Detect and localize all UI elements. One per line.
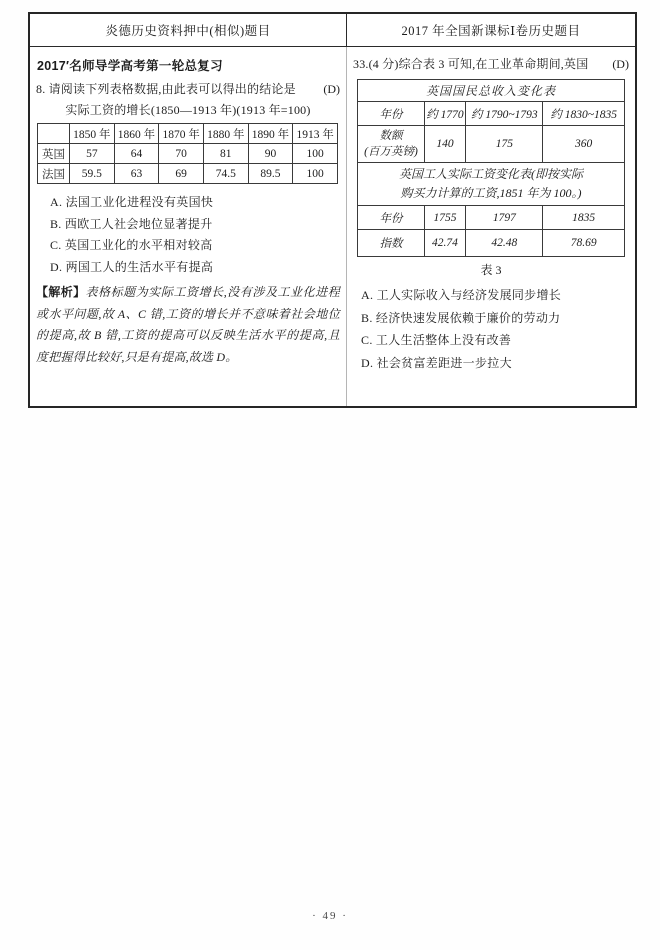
- cell: 78.69: [543, 230, 624, 257]
- cell: 42.48: [466, 230, 543, 257]
- header-cell: 1850 年: [70, 124, 115, 144]
- cell: 70: [159, 144, 204, 164]
- series-title: 2017′名师导学高考第一轮总复习: [37, 59, 223, 73]
- header-cell: 1797: [466, 206, 543, 230]
- header-cell: 1835: [543, 206, 624, 230]
- header-right-title: 2017 年全国新课标Ⅰ卷历史题目: [401, 24, 581, 38]
- answer-key: (D): [612, 57, 629, 71]
- national-income-table: [357, 79, 625, 257]
- frame-body: [30, 47, 635, 406]
- table-header-row: [38, 124, 338, 144]
- question-text: 8. 请阅读下列表格数据,由此表可以得出的结论是: [36, 82, 296, 96]
- analysis-paragraph: [36, 282, 340, 368]
- header-left-title: 炎德历史资料押中(相似)题目: [30, 14, 347, 46]
- option-b: B. 西欧工人社会地位显著提升: [50, 216, 213, 231]
- cell: 63: [114, 164, 159, 184]
- header-cell: 1860 年: [114, 124, 159, 144]
- options-list-q33: [353, 284, 629, 374]
- header-cell: 约 1790~1793: [466, 102, 543, 126]
- cell: 64: [114, 144, 159, 164]
- cell: 90: [248, 144, 293, 164]
- answer-key: (D): [323, 82, 341, 96]
- option-d: D. 两国工人的生活水平有提高: [50, 259, 214, 274]
- subtable-title-line1: 英国工人实际工资变化表(即按实际: [399, 167, 583, 181]
- comparison-frame: [28, 12, 637, 408]
- question-line-8: [36, 79, 340, 99]
- wage-years-row: [358, 206, 625, 230]
- cell: 100: [293, 164, 338, 184]
- option-c: C. 工人生活整体上没有改善: [361, 333, 512, 347]
- real-wage-growth-table: [37, 123, 338, 184]
- header-cell: 年份: [358, 102, 425, 126]
- cell: 59.5: [70, 164, 115, 184]
- table-row-france: [38, 164, 338, 184]
- table-row-britain: [38, 144, 338, 164]
- header-cell: [38, 124, 70, 144]
- frame-header-row: [30, 14, 635, 47]
- subtable-title-line2: 购买力计算的工资,1851 年为 100。): [400, 186, 582, 200]
- cell: 140: [424, 126, 465, 163]
- question-line-33: [353, 54, 629, 74]
- header-cell: 1880 年: [203, 124, 248, 144]
- cell: 81: [203, 144, 248, 164]
- row-label: 法国: [38, 164, 70, 184]
- subtable-title: [358, 163, 625, 206]
- analysis-label: 【解析】: [36, 285, 86, 299]
- header-cell: 约 1770: [424, 102, 465, 126]
- header-cell: 1890 年: [248, 124, 293, 144]
- cell: 69: [159, 164, 204, 184]
- options-list-q8: [36, 192, 340, 278]
- left-column: [30, 47, 347, 406]
- cell: 360: [543, 126, 624, 163]
- cell: 42.74: [424, 230, 465, 257]
- option-b: B. 经济快速发展依赖于廉价的劳动力: [361, 310, 561, 325]
- cell: 175: [466, 126, 543, 163]
- table-caption: 表 3: [480, 263, 502, 277]
- right-column: [347, 47, 635, 406]
- row-label: 英国: [38, 144, 70, 164]
- question-text: 33.(4 分)综合表 3 可知,在工业革命期间,英国: [353, 57, 589, 71]
- option-d: D. 社会贫富差距进一步拉大: [361, 355, 512, 370]
- cell: 57: [70, 144, 115, 164]
- option-a: A. 法国工业化进程没有英国快: [50, 195, 214, 209]
- header-cell: 1913 年: [293, 124, 338, 144]
- page-number: · 49 ·: [312, 910, 348, 922]
- table-title-row: [358, 80, 625, 102]
- row-label-line1: 数额: [379, 130, 403, 142]
- subtable-title-row: [358, 163, 625, 206]
- cell: 89.5: [248, 164, 293, 184]
- wage-index-row: [358, 230, 625, 257]
- income-amount-row: [358, 126, 625, 163]
- analysis-text: 表格标题为实际工资增长,没有涉及工业化进程或水平问题,故 A、C 错,工资的增长并不意味着社会地位的提高,故 B 错,工资的提高可以反映生活水平的提高,且度把握得比较好,只是有提高,故选 D。: [36, 285, 341, 364]
- header-cell: 1755: [424, 206, 465, 230]
- header-cell: 约 1830~1835: [543, 102, 624, 126]
- table-title: 英国国民总收入变化表: [358, 80, 625, 102]
- cell: 100: [293, 144, 338, 164]
- row-label: 指数: [358, 230, 425, 257]
- cell: 74.5: [203, 164, 248, 184]
- header-cell: 年份: [358, 206, 425, 230]
- wage-table-title: 实际工资的增长(1850—1913 年)(1913 年=100): [65, 103, 311, 117]
- header-cell: 1870 年: [159, 124, 204, 144]
- row-label: [358, 126, 425, 163]
- row-label-line2: (百万英镑): [364, 146, 418, 158]
- income-years-row: [358, 102, 625, 126]
- option-a: A. 工人实际收入与经济发展同步增长: [361, 288, 562, 302]
- option-c: C. 英国工业化的水平相对较高: [50, 238, 213, 252]
